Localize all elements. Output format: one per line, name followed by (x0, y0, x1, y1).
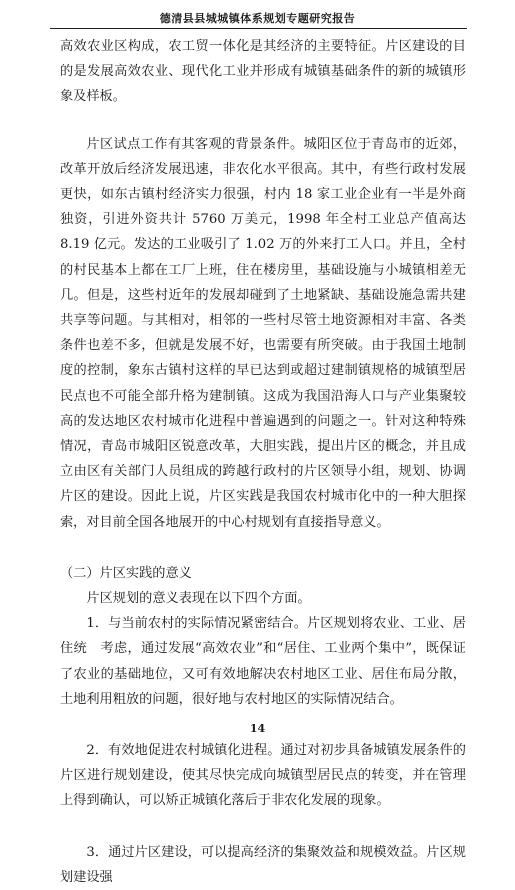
paragraph-6: 3．通过片区建设，可以提高经济的集聚效益和规模效益。片区规划建设强 (60, 844, 466, 885)
paragraph-3: 片区规划的意义表现在以下四个方面。 (86, 591, 311, 607)
running-header: 德清县县城城镇体系规划专题研究报告 (159, 12, 356, 25)
document-body (60, 34, 466, 890)
section-heading: （二）片区实践的意义 (60, 565, 192, 581)
paragraph-4: 1．与当前农村的实际情况紧密结合。片区规划将农业、工业、居住统 考虑，通过发展“高效农业”和“居住、工业两个集中”，既保证了农业的基础地位，又可有效地解决农村地区工业、居住布局分散，土地利用粗放的问题，很好地与农村地区的实际情况结合。 (60, 616, 466, 707)
paragraph-2: 片区试点工作有其客观的背景条件。城阳区位于青岛市的近郊，改革开放后经济发展迅速，非农化水平很高。其中，有些行政村发展更快，如东古镇村经济实力很强，村内 18 家工业企业有一半是外商独资，引进外资共计 5760 万美元，1998 年全村工业总产值高达 8.19 亿元。发达的工业吸引了 1.02 万的外来打工人口。并且，全村的村民基本上都在工厂上班，住在楼房里，基础设施与小城镇相差无几。但是，这些村近年的发展却碰到了土地紧缺、基础设施急需共建共享等问题。与其相对，相邻的一些村尽管土地资源相对丰富、各类条件也差不多，但就是发展不好，也需要有所突破。由于我国土地制度的控制，象东古镇村这样的早已达到或超过建制镇规格的城镇型居民点也不可能全部升格为建制镇。这成为我国沿海人口与产业集聚较高的发达地区农村城市化进程中普遍遇到的问题之一。针对这种特殊情况，青岛市城阳区锐意改革，大胆实践，提出片区的概念，并且成立由区有关部门人员组成的跨越行政村的片区领导小组，规划、协调片区的建设。因此上说，片区实践是我国农村城市化中的一种大胆探索，对目前全国各地展开的中心村规划有直接指导意义。 (60, 136, 466, 530)
page-number: 14 (249, 722, 266, 735)
paragraph-5: 2．有效地促进农村城镇化进程。通过对初步具备城镇发展条件的片区进行规划建设，使其尽快完成向城镇型居民点的转变，并在管理上得到确认，可以矫正城镇化落后于非农化发展的现象。 (60, 743, 466, 809)
header-rule (50, 28, 467, 29)
paragraph-1: 高效农业区构成，农工贸一体化是其经济的主要特征。片区建设的目的是发展高效农业、现代化工业并形成有城镇基础条件的新的城镇形象及样板。 (60, 39, 466, 105)
